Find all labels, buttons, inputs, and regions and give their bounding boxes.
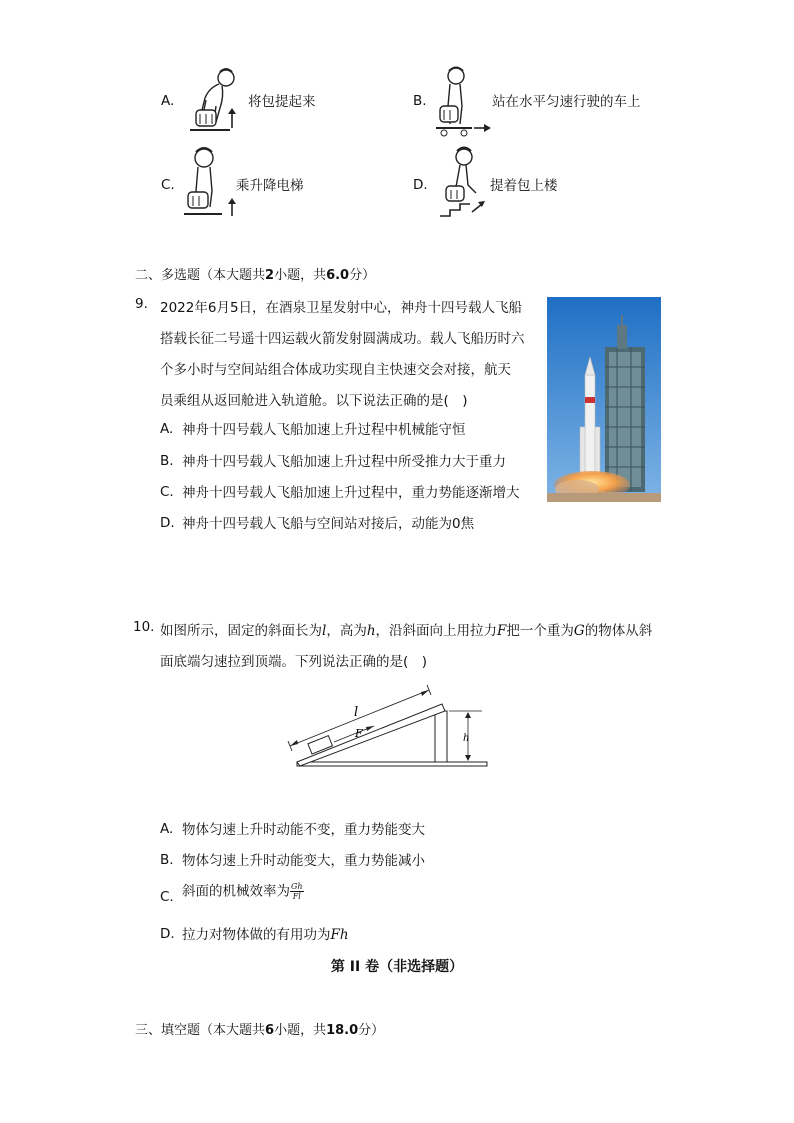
section-header-multiple-choice: 二、多选题（本大题共2小题，共6.0分） [135,268,376,283]
option-letter: B. [160,453,174,469]
person-in-elevator-icon [184,146,240,222]
option-letter: A. [160,421,174,437]
option-letter: B. [413,93,427,109]
label-h: h [463,733,470,744]
efficiency-fraction: $\frac{Gh}{Fl}$ [291,882,303,901]
inclined-plane-diagram [282,680,492,772]
stem-line: 搭载长征二号遥十四运载火箭发射圆满成功。载人飞船历时六 [160,331,525,347]
question-number: 10. [133,619,155,635]
option-text: 拉力对物体做的有用功为Fh [182,927,349,943]
option-letter: C. [160,889,174,905]
section-header-fill-in: 三、填空题（本大题共6小题，共18.0分） [135,1023,385,1038]
stem-line: 2022年6月5日，在酒泉卫星发射中心，神舟十四号载人飞船 [160,300,523,316]
option-text: 斜面的机械效率为 $\frac{Gh}{Fl}$ [182,882,303,901]
option-text: 神舟十四号载人飞船加速上升过程中机械能守恒 [182,422,466,438]
question-number: 9. [135,296,148,312]
label-l: l [354,705,359,720]
option-text: 提着包上楼 [490,178,558,194]
option-letter: C. [160,484,174,500]
option-text: 站在水平匀速行驶的车上 [492,94,641,110]
option-letter: D. [413,177,428,193]
option-letter: A. [160,821,174,837]
question-10-stem-line1: 如图所示，固定的斜面长为l，高为h，沿斜面向上用拉力F把一个重为G的物体从斜 [160,623,653,639]
option-text: 物体匀速上升时动能不变，重力势能变大 [182,822,425,838]
question-10-stem-line2: 面底端匀速拉到顶端。下列说法正确的是( ) [160,654,428,670]
option-text: 将包提起来 [248,94,316,110]
option-text: 神舟十四号载人飞船加速上升过程中所受推力大于重力 [182,454,506,470]
option-letter: C. [161,177,175,193]
person-on-moving-cart-icon [432,66,492,138]
option-text: 乘升降电梯 [236,178,304,194]
option-letter: A. [161,93,175,109]
stem-line: 员乘组从返回舱进入轨道舱。以下说法正确的是( ) [160,393,468,409]
rocket-launch-photo [547,297,661,502]
label-F: F [355,727,363,740]
option-letter: D. [160,515,175,531]
option-letter: B. [160,852,174,868]
option-letter: D. [160,926,175,942]
person-lifting-bag-icon [186,66,244,136]
option-text: 神舟十四号载人飞船与空间站对接后，动能为0焦 [182,516,475,532]
person-climbing-stairs-icon [436,146,488,222]
stem-line: 个多小时与空间站组合体成功实现自主快速交会对接，航天 [160,362,511,378]
option-text: 物体匀速上升时动能变大，重力势能减小 [182,853,425,869]
part-2-title: 第 II 卷（非选择题） [330,959,464,975]
option-text: 神舟十四号载人飞船加速上升过程中，重力势能逐渐增大 [182,485,520,501]
